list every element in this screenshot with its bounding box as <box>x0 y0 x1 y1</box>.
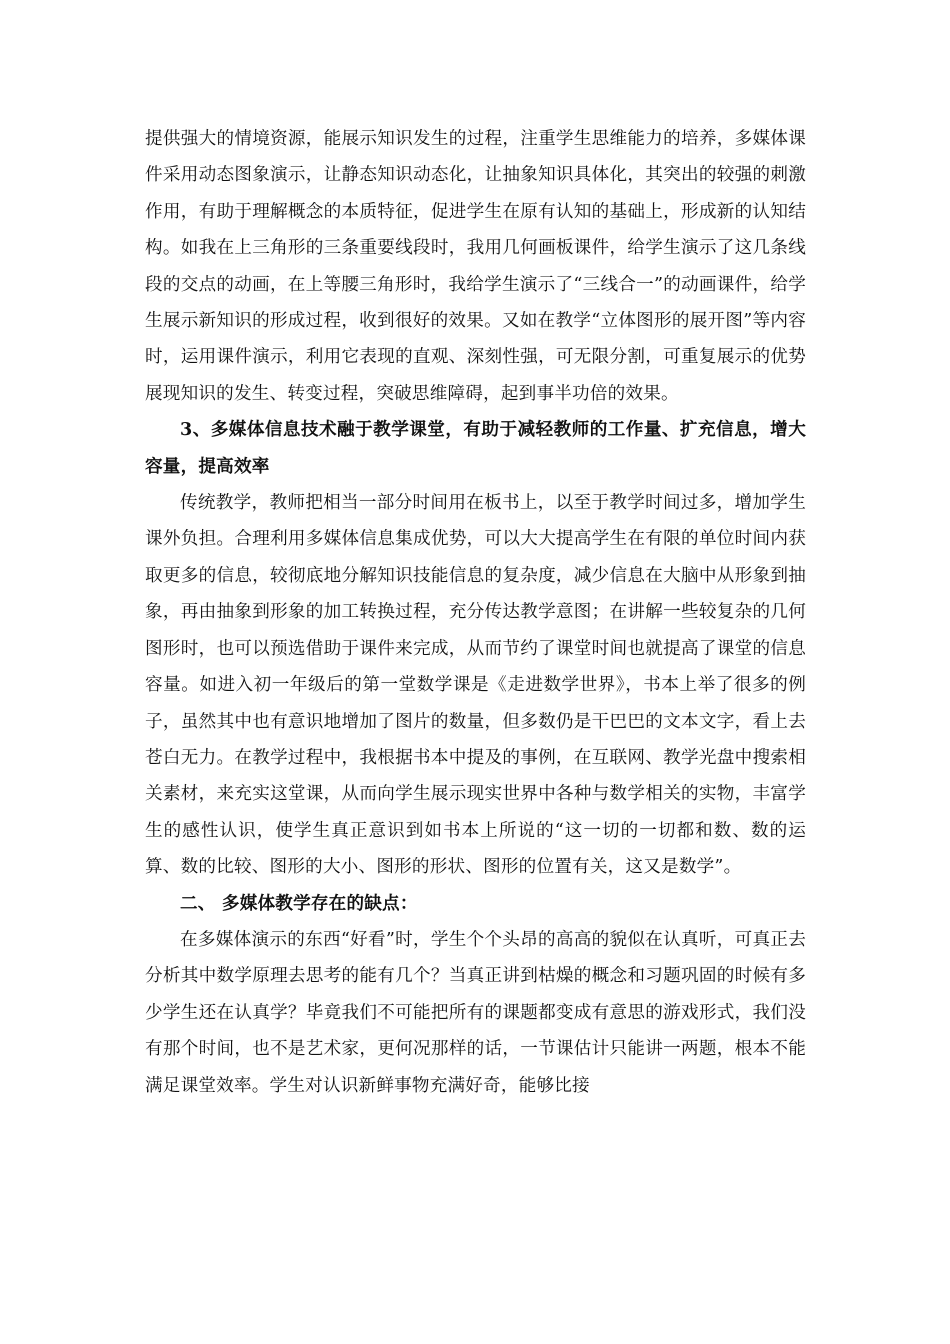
document-page <box>145 121 806 1104</box>
section-heading-disadvantages: 二、 多媒体教学存在的缺点： <box>180 892 418 914</box>
body-paragraph-disadvantages: 在多媒体演示的东西“好看”时，学生个个头昂的高高的貌似在认真听，可真正去分析其中数学原理去思考的能有几个？当真正讲到枯燥的概念和习题巩固的时候有多少学生还在认真学？毕竟我们不可能把所有的课题都变成有意思的游戏形式，我们没有那个时间，也不是艺术家，更何况那样的话，一节课估计只能讲一两题，根本不能满足课堂效率。学生对认识新鲜事物充满好奇，能够比接 <box>145 929 806 1096</box>
section-heading-3: 3、多媒体信息技术融于教学课堂，有助于减轻教师的工作量、扩充信息，增大容量，提高效率 <box>145 419 806 477</box>
body-paragraph-continued: 提供强大的情境资源，能展示知识发生的过程，注重学生思维能力的培养，多媒体课件采用动态图象演示，让静态知识动态化，让抽象知识具体化，其突出的较强的刺激作用，有助于理解概念的本质特征，促进学生在原有认知的基础上，形成新的认知结构。如我在上三角形的三条重要线段时，我用几何画板课件，给学生演示了这几条线段的交点的动画，在上等腰三角形时，我给学生演示了“三线合一”的动画课件，给学生展示新知识的形成过程，收到很好的效果。又如在教学“立体图形的展开图”等内容时，运用课件演示，利用它表现的直观、深刻性强，可无限分割，可重复展示的优势展现知识的发生、转变过程，突破思维障碍，起到事半功倍的效果。 <box>145 129 806 404</box>
body-paragraph-traditional-teaching: 传统教学，教师把相当一部分时间用在板书上，以至于教学时间过多，增加学生课外负担。合理利用多媒体信息集成优势，可以大大提高学生在有限的单位时间内获取更多的信息，较彻底地分解知识技能信息的复杂度，减少信息在大脑中从形象到抽象，再由抽象到形象的加工转换过程，充分传达教学意图；在讲解一些较复杂的几何图形时，也可以预选借助于课件来完成，从而节约了课堂时间也就提高了课堂的信息容量。如进入初一年级后的第一堂数学课是《走进数学世界》，书本上举了很多的例子，虽然其中也有意识地增加了图片的数量，但多数仍是干巴巴的文本文字，看上去苍白无力。在教学过程中，我根据书本中提及的事例，在互联网、教学光盘中搜索相关素材，来充实这堂课，从而向学生展示现实世界中各种与数学相关的实物，丰富学生的感性认识，使学生真正意识到如书本上所说的“这一切的一切都和数、数的运算、数的比较、图形的大小、图形的形状、图形的位置有关，这又是数学”。 <box>145 493 806 878</box>
